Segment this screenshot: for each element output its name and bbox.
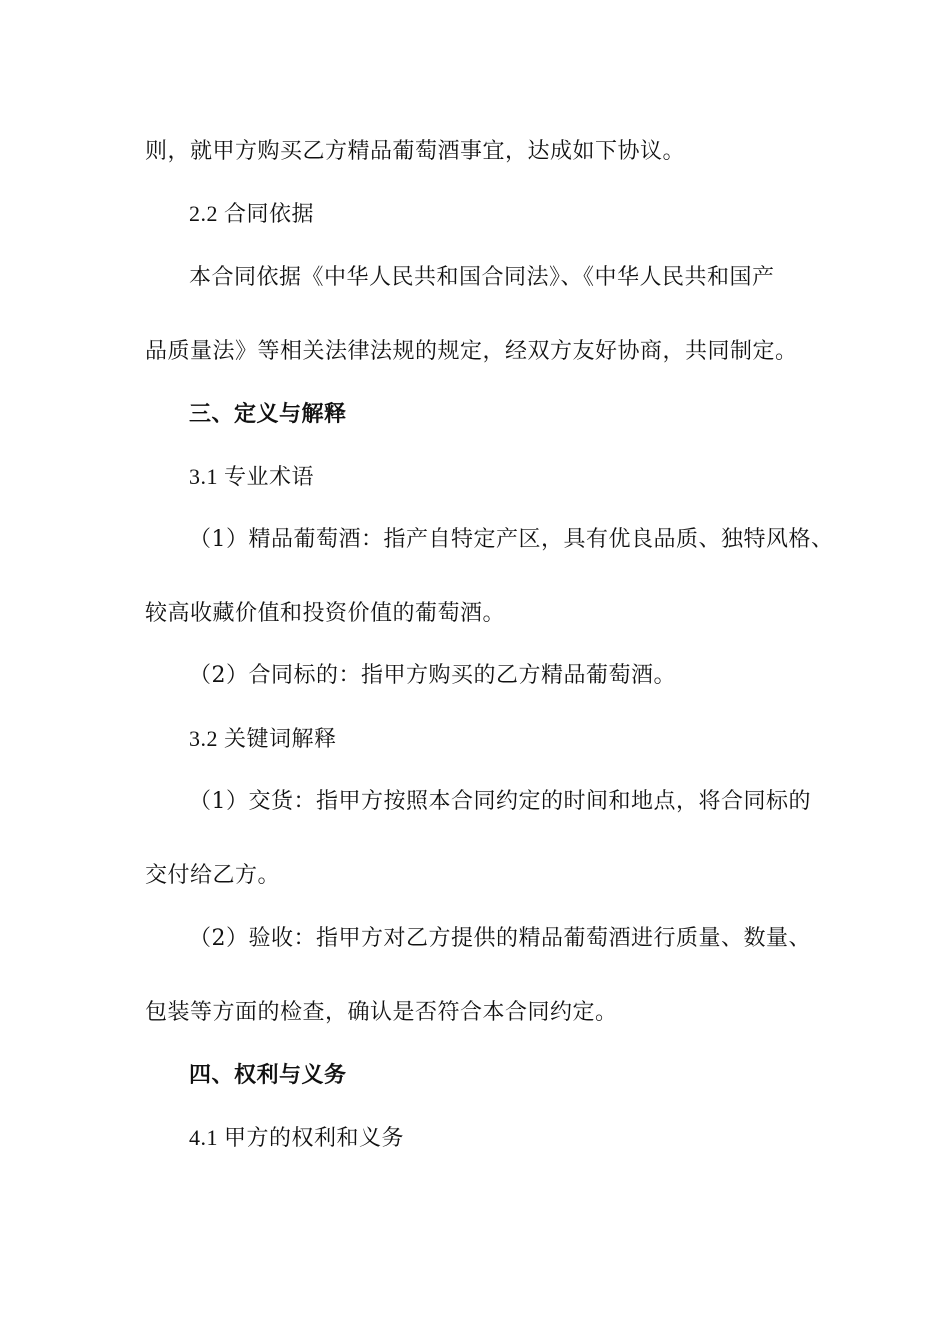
list-item-continuation: 交付给乙方。 <box>145 863 281 888</box>
subsection-heading-3-1: 3.1 专业术语 <box>189 464 315 489</box>
list-item: （2）合同标的：指甲方购买的乙方精品葡萄酒。 <box>189 663 676 688</box>
subsection-heading-2-2: 2.2 合同依据 <box>189 201 315 226</box>
paragraph-line: 品质量法》等相关法律法规的规定，经双方友好协商，共同制定。 <box>145 339 798 364</box>
section-heading-4: 四、权利与义务 <box>189 1062 347 1088</box>
paragraph-continuation: 则，就甲方购买乙方精品葡萄酒事宜，达成如下协议。 <box>145 139 686 164</box>
section-heading-3: 三、定义与解释 <box>189 401 347 427</box>
list-item: （1）精品葡萄酒：指产自特定产区，具有优良品质、独特风格、 <box>189 527 834 552</box>
list-item: （1）交货：指甲方按照本合同约定的时间和地点，将合同标的 <box>189 789 811 814</box>
list-item: （2）验收：指甲方对乙方提供的精品葡萄酒进行质量、数量、 <box>189 926 811 951</box>
list-item-continuation: 较高收藏价值和投资价值的葡萄酒。 <box>145 601 506 626</box>
list-item-continuation: 包装等方面的检查，确认是否符合本合同约定。 <box>145 1000 618 1025</box>
subsection-heading-3-2: 3.2 关键词解释 <box>189 726 337 751</box>
paragraph-line: 本合同依据《中华人民共和国合同法》、《中华人民共和国产 <box>189 265 775 290</box>
subsection-heading-4-1: 4.1 甲方的权利和义务 <box>189 1125 405 1150</box>
